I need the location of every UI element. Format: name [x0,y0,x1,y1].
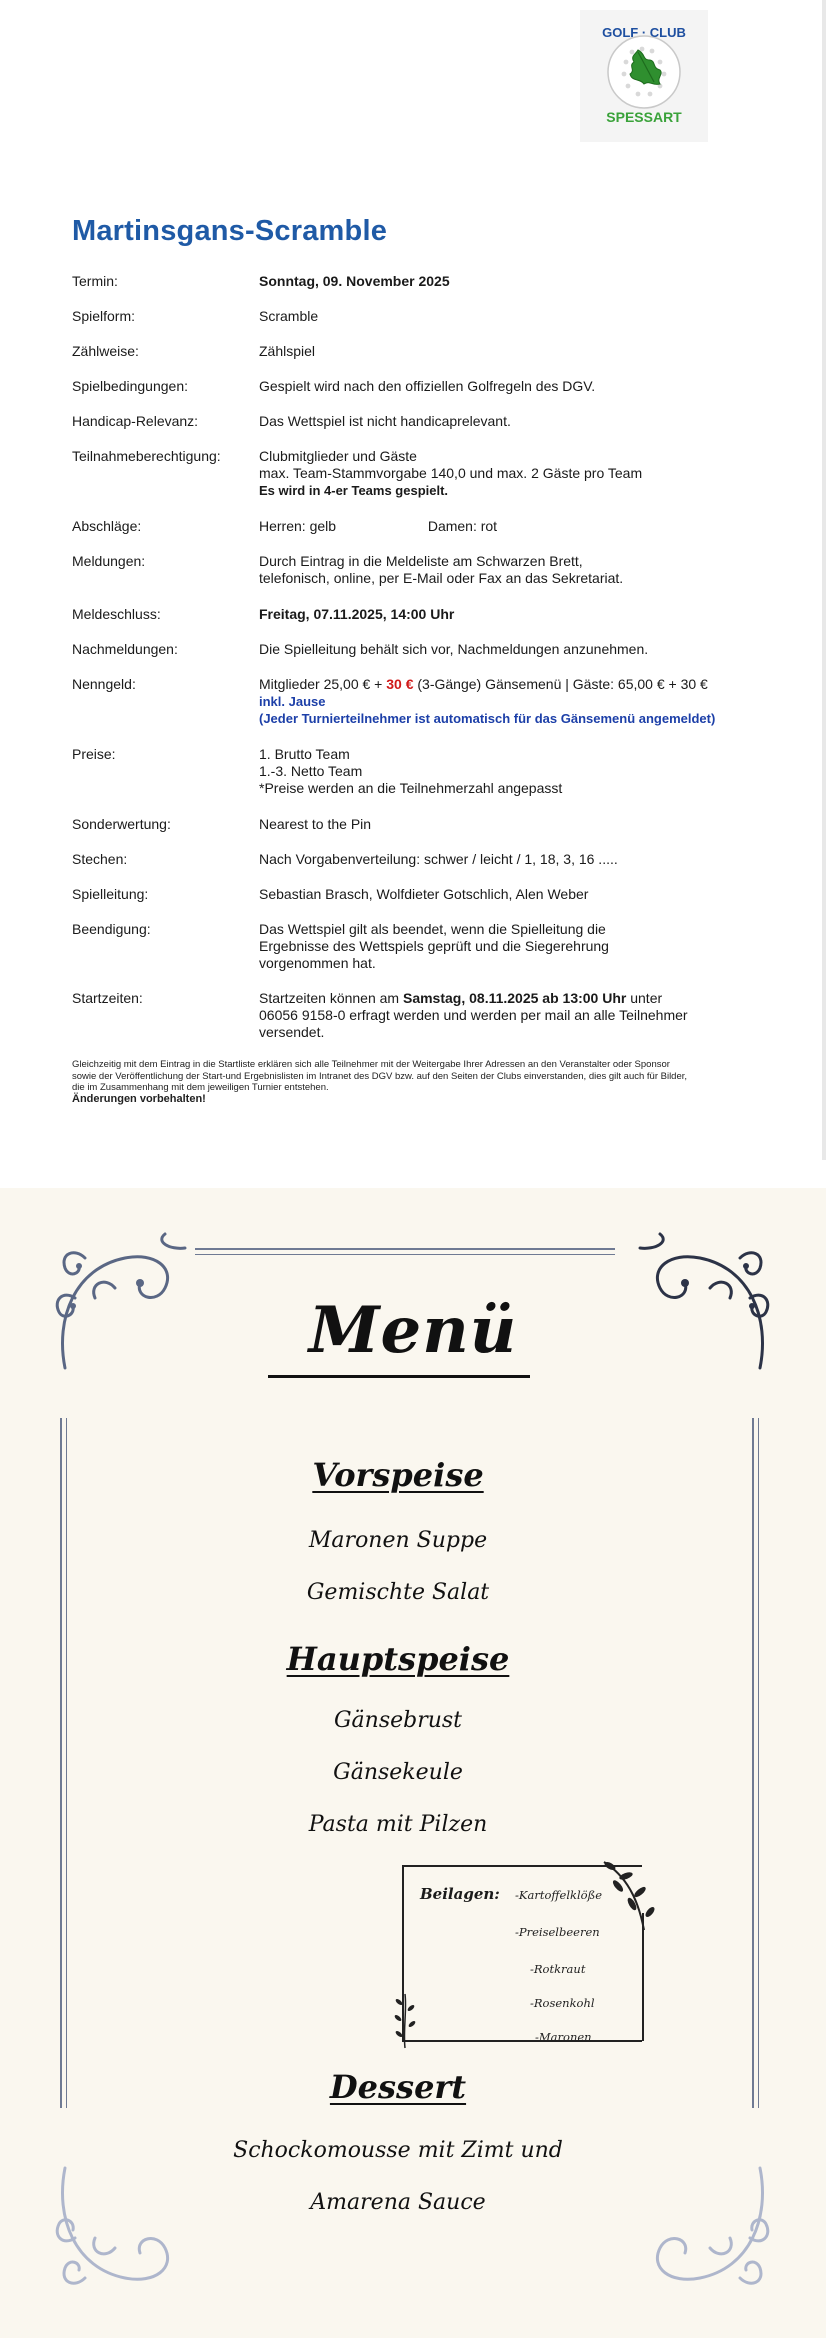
row-label: Beendigung: [72,921,151,937]
heading-hauptspeise: Hauptspeise [286,1640,510,1678]
logo-text-top: GOLF · CLUB [602,25,686,40]
dish-haupt-1: Gänsebrust [333,1708,463,1733]
meldungen-line-1: Durch Eintrag in die Meldeliste am Schwarzen Brett, [259,553,583,569]
ornament-bottom-right-icon [620,2148,780,2308]
row-label: Termin: [72,273,118,289]
prize-line-2: 1.-3. Netto Team [259,763,363,779]
row-value: Scramble [259,308,319,324]
tee-damen: Damen: rot [427,518,498,534]
heading-dessert: Dessert [329,2068,467,2106]
frame-top-line [195,1248,615,1250]
page-edge [822,0,826,1160]
leaf-sprig-icon [596,1856,666,1936]
dessert-line-1: Schockomousse mit Zimt und [233,2138,563,2163]
row-value [259,990,819,1041]
frame-top-line-2 [195,1254,615,1255]
side-item: -Preiselbeeren [515,1925,600,1939]
fee-members: Mitglieder 25,00 € + [259,676,387,692]
end-line-3: vorgenommen hat. [259,955,376,971]
side-item: -Kartoffelklöße [515,1888,603,1902]
side-item: -Rotkraut [530,1962,586,1976]
row-label: Teilnahmeberechtigung: [72,448,221,464]
teilnahme-line-3: Es wird in 4-er Teams gespielt. [259,483,449,498]
footnote [72,1059,802,1105]
row-label: Zählweise: [72,343,139,359]
dish-haupt-2: Gänsekeule [333,1760,463,1785]
fee-incl: inkl. Jause [259,694,326,709]
page-title: Martinsgans-Scramble [72,215,388,247]
row-label: Meldungen: [72,553,146,569]
fee-menu-price: 30 € [386,676,414,692]
ornament-bottom-left-icon [45,2148,205,2308]
menu-title: Menü [308,1293,518,1368]
side-item: -Maronen [535,2030,592,2044]
golf-club-logo [580,10,708,142]
row-label: Nenngeld: [72,676,136,692]
start-date: Samstag, 08.11.2025 ab 13:00 Uhr [402,990,627,1006]
row-value [259,448,819,499]
tournament-flyer [0,0,826,1160]
row-value: Die Spielleitung behält sich vor, Nachmeldungen anzunehmen. [259,641,649,657]
row-value [259,676,819,727]
menu-title-underline [268,1375,530,1378]
footnote-line-2: sowie der Veröffentlichung der Start-und Ergebnislisten im Intranet des DGV bzw. auf den Seiten der Clubs einverstanden, dies gilt auch für Bilder, [72,1070,688,1082]
row-label: Nachmeldungen: [72,641,178,657]
row-value: Sonntag, 09. November 2025 [259,273,450,289]
dish-vorspeise-1: Maronen Suppe [308,1528,488,1553]
row-value [259,518,819,535]
small-sprig-icon [385,1990,425,2050]
row-value: Sebastian Brasch, Wolfdieter Gotschlich, Alen Weber [259,886,589,902]
row-value: Nach Vorgabenverteilung: schwer / leicht / 1, 18, 3, 16 ..... [259,851,618,867]
footnote-line-1: Gleichzeitig mit dem Eintrag in die Startliste erklären sich alle Teilnehmer mit der Weitergabe Ihrer Adressen an den Veranstalter oder Sponsor [72,1059,670,1070]
end-line-2: Ergebnisse des Wettspiels geprüft und die Siegerehrung [259,938,609,954]
logo-text-bottom: SPESSART [606,109,682,125]
start-text-1: Startzeiten können am [259,990,403,1006]
row-value [259,553,819,587]
sides-label: Beilagen: [420,1885,500,1903]
row-label: Meldeschluss: [72,606,161,622]
row-label: Spielleitung: [72,886,149,902]
row-label: Spielbedingungen: [72,378,188,394]
fee-guests: (3-Gänge) Gänsemenü | Gäste: 65,00 € + 30 € [413,676,708,692]
row-label: Preise: [72,746,116,762]
row-label: Stechen: [72,851,128,867]
tee-herren: Herren: gelb [259,518,337,534]
row-value: Freitag, 07.11.2025, 14:00 Uhr [259,606,455,622]
row-value: Nearest to the Pin [259,816,372,832]
prize-line-3: *Preise werden an die Teilnehmerzahl angepasst [259,780,563,796]
heading-vorspeise: Vorspeise [312,1456,484,1494]
footnote-line-4: Änderungen vorbehalten! [72,1092,206,1105]
row-label: Abschläge: [72,518,142,534]
menu-card [0,1188,826,2338]
dish-haupt-3: Pasta mit Pilzen [308,1812,488,1837]
prize-line-1: 1. Brutto Team [259,746,350,762]
fee-note: (Jeder Turnierteilnehmer ist automatisch für das Gänsemenü angemeldet) [259,711,716,726]
row-label: Startzeiten: [72,990,143,1006]
row-label: Sonderwertung: [72,816,171,832]
row-label: Handicap-Relevanz: [72,413,199,429]
row-value [259,921,819,972]
footnote-line-3: die im Zusammenhang mit dem jeweiligen Turnier entstehen. [72,1082,329,1093]
end-line-1: Das Wettspiel gilt als beendet, wenn die Spielleitung die [259,921,606,937]
teilnahme-line-1: Clubmitglieder und Gäste [259,448,417,464]
side-item: -Rosenkohl [530,1996,595,2010]
row-value: Das Wettspiel ist nicht handicaprelevant. [259,413,511,429]
start-text-2: unter [626,990,663,1006]
row-value: Zählspiel [259,343,316,359]
dish-vorspeise-2: Gemischte Salat [306,1580,490,1605]
dessert-line-2: Amarena Sauce [310,2190,486,2215]
start-line-3: versendet. [259,1024,325,1040]
start-line-2: 06056 9158-0 erfragt werden und werden per mail an alle Teilnehmer [259,1007,688,1023]
teilnahme-line-2: max. Team-Stammvorgabe 140,0 und max. 2 Gäste pro Team [259,465,643,481]
row-value: Gespielt wird nach den offiziellen Golfregeln des DGV. [259,378,596,394]
row-label: Spielform: [72,308,136,324]
row-value [259,746,819,797]
meldungen-line-2: telefonisch, online, per E-Mail oder Fax an das Sekretariat. [259,570,624,586]
